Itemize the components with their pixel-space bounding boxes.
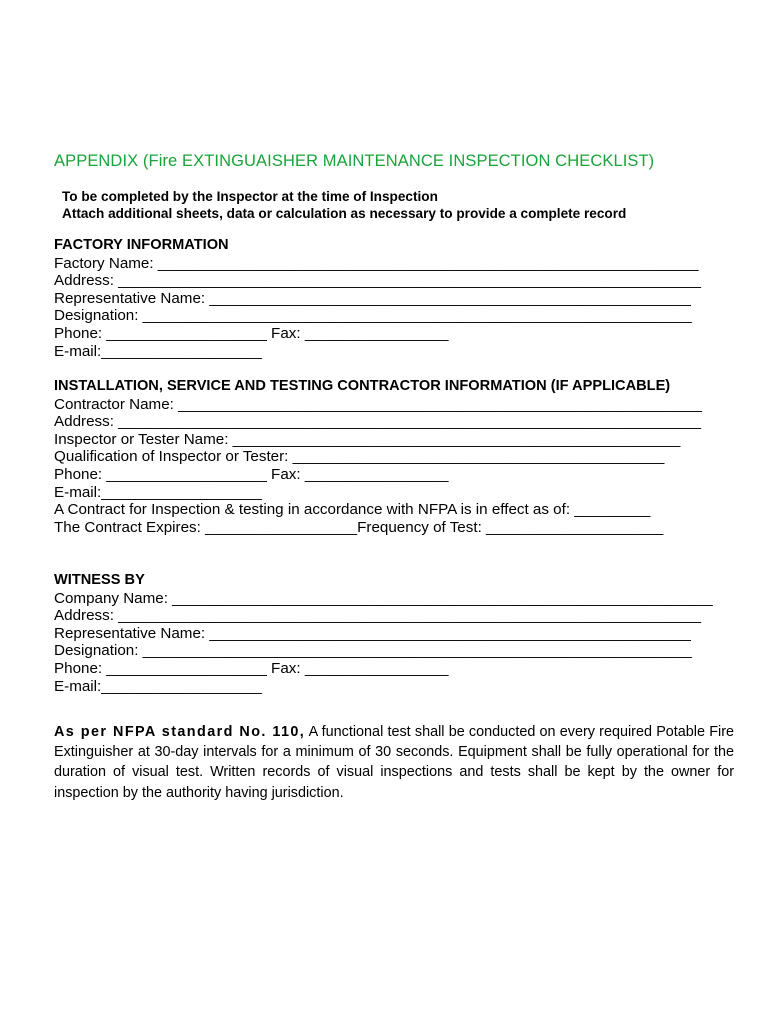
witness-designation-field[interactable]: Designation: _________________________________________________________________ bbox=[54, 642, 692, 660]
page-title: APPENDIX (Fire EXTINGUAISHER MAINTENANCE INSPECTION CHECKLIST) bbox=[54, 152, 655, 170]
inspector-qualification-field[interactable]: Qualification of Inspector or Tester: ____________________________________________ bbox=[54, 448, 665, 466]
witness-email-field[interactable]: E-mail:___________________ bbox=[54, 677, 262, 695]
contractor-address-field[interactable]: Address: _____________________________________________________________________ bbox=[54, 413, 701, 431]
nfpa-standard-text: A functional test shall be conducted on every required Potable Fire Extinguisher at 30-day intervals for a minimum of 30 seconds. Equipment shall be fully operational for the duration of visual test. Written records of visual inspections and tests shall be kept by the owner for inspection by the authority having jurisdiction. bbox=[54, 724, 734, 801]
witness-section bbox=[54, 572, 734, 695]
factory-name-field[interactable]: Factory Name: ________________________________________________________________ bbox=[54, 254, 699, 272]
nfpa-standard-paragraph bbox=[54, 722, 734, 803]
inspector-name-field[interactable]: Inspector or Tester Name: _____________________________________________________ bbox=[54, 430, 681, 448]
factory-information-section bbox=[54, 237, 734, 360]
contractor-email-field[interactable]: E-mail:___________________ bbox=[54, 483, 262, 501]
contractor-phone-fax-field[interactable]: Phone: ___________________ Fax: _________________ bbox=[54, 465, 449, 483]
factory-designation-field[interactable]: Designation: _________________________________________________________________ bbox=[54, 307, 692, 325]
instruction-line-1: To be completed by the Inspector at the time of Inspection bbox=[62, 189, 438, 204]
contract-expiry-frequency-field[interactable]: The Contract Expires: __________________Frequency of Test: _____________________ bbox=[54, 518, 664, 536]
contractor-information-heading: INSTALLATION, SERVICE AND TESTING CONTRACTOR INFORMATION (IF APPLICABLE) bbox=[54, 378, 671, 394]
nfpa-standard-reference: As per NFPA standard No. 110, bbox=[54, 724, 306, 740]
contractor-name-field[interactable]: Contractor Name: ______________________________________________________________ bbox=[54, 395, 702, 413]
contract-effective-date-field[interactable]: A Contract for Inspection & testing in accordance with NFPA is in effect as of: _________ bbox=[54, 501, 651, 519]
factory-information-heading: FACTORY INFORMATION bbox=[54, 237, 229, 253]
instructions bbox=[62, 188, 626, 222]
factory-phone-fax-field[interactable]: Phone: ___________________ Fax: _________________ bbox=[54, 324, 449, 342]
instruction-line-2: Attach additional sheets, data or calculation as necessary to provide a complete record bbox=[62, 206, 627, 221]
witness-heading: WITNESS BY bbox=[54, 572, 145, 588]
witness-company-name-field[interactable]: Company Name: ________________________________________________________________ bbox=[54, 589, 713, 607]
witness-phone-fax-field[interactable]: Phone: ___________________ Fax: _________________ bbox=[54, 659, 449, 677]
contractor-information-section bbox=[54, 378, 734, 536]
factory-address-field[interactable]: Address: _____________________________________________________________________ bbox=[54, 272, 701, 290]
factory-email-field[interactable]: E-mail:___________________ bbox=[54, 342, 262, 360]
witness-representative-field[interactable]: Representative Name: _________________________________________________________ bbox=[54, 624, 691, 642]
witness-address-field[interactable]: Address: _____________________________________________________________________ bbox=[54, 607, 701, 625]
factory-representative-field[interactable]: Representative Name: _________________________________________________________ bbox=[54, 289, 691, 307]
